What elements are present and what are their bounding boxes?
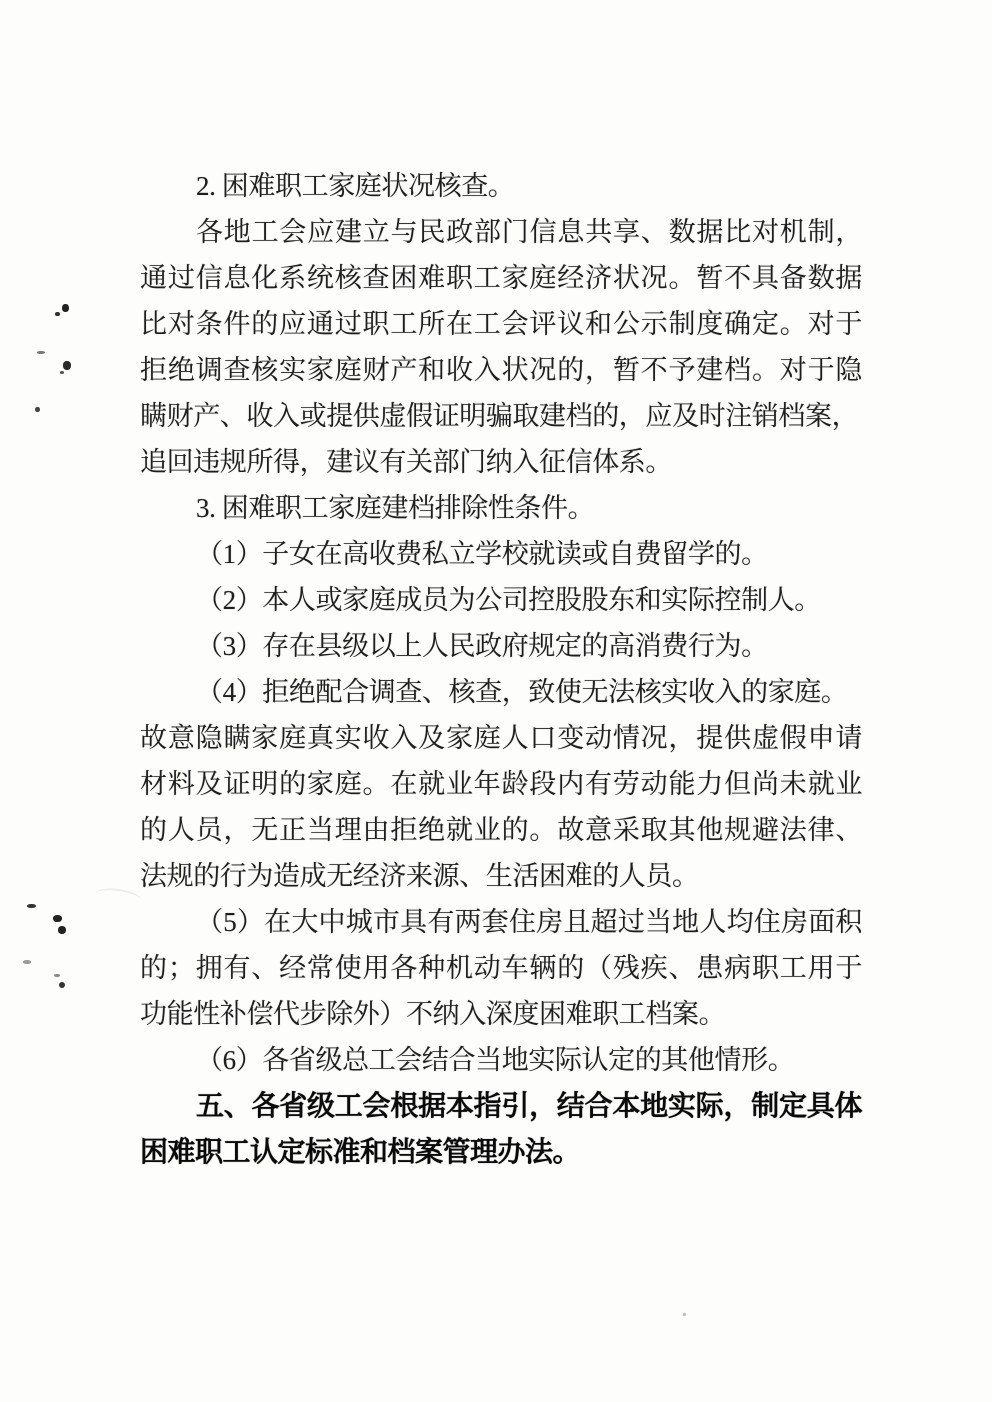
- text-line: 的人员，无正当理由拒绝就业的。故意采取其他规避法律、: [140, 815, 862, 845]
- ink-speck-artifact: [53, 915, 62, 922]
- ink-speck-artifact: [55, 312, 60, 316]
- ink-speck-artifact: [35, 407, 40, 412]
- list-item-4: （4）拒绝配合调查、核查，致使无法核实收入的家庭。: [196, 677, 848, 707]
- ink-speck-artifact: [37, 351, 45, 354]
- ink-speck-artifact: [683, 1313, 686, 1316]
- ink-speck-artifact: [63, 361, 71, 370]
- ink-speck-artifact: [27, 904, 36, 908]
- heading-item-2: 2. 困难职工家庭状况核查。: [196, 171, 515, 201]
- heading-section-5-cont: 困难职工认定标准和档案管理办法。: [140, 1136, 581, 1167]
- list-item-1: （1）子女在高收费私立学校就读或自费留学的。: [196, 539, 768, 569]
- text-line: 材料及证明的家庭。在就业年龄段内有劳动能力但尚未就业: [140, 769, 862, 799]
- text-line: 法规的行为造成无经济来源、生活困难的人员。: [140, 861, 699, 891]
- ink-speck-artifact: [23, 960, 31, 964]
- text-line: 通过信息化系统核查困难职工家庭经济状况。暂不具备数据: [140, 263, 862, 293]
- ink-speck-artifact: [54, 974, 60, 977]
- text-line: 功能性补偿代步除外）不纳入深度困难职工档案。: [140, 999, 726, 1029]
- list-item-6: （6）各省级总工会结合当地实际认定的其他情形。: [196, 1045, 795, 1075]
- heading-item-3: 3. 困难职工家庭建档排除性条件。: [196, 493, 595, 523]
- text-line: 各地工会应建立与民政部门信息共享、数据比对机制，: [196, 217, 862, 247]
- ink-speck-artifact: [59, 982, 65, 988]
- text-line: 比对条件的应通过职工所在工会评议和公示制度确定。对于: [140, 309, 862, 339]
- list-item-2: （2）本人或家庭成员为公司控股股东和实际控制人。: [196, 585, 821, 615]
- list-item-3: （3）存在县级以上人民政府规定的高消费行为。: [196, 631, 768, 661]
- text-line: 的；拥有、经常使用各种机动车辆的（残疾、患病职工用于: [140, 953, 862, 983]
- ink-speck-artifact: [58, 926, 66, 934]
- list-item-5: （5）在大中城市具有两套住房且超过当地人均住房面积: [196, 907, 862, 937]
- ink-speck-artifact: [62, 304, 69, 312]
- document-body: [140, 163, 862, 1175]
- text-line: 追回违规所得，建议有关部门纳入征信体系。: [140, 447, 672, 477]
- ink-speck-artifact: [60, 371, 64, 374]
- text-line: 瞒财产、收入或提供虚假证明骗取建档的，应及时注销档案，: [140, 401, 859, 431]
- scan-crease-artifact: [94, 886, 142, 908]
- text-line: 故意隐瞒家庭真实收入及家庭人口变动情况，提供虚假申请: [140, 723, 862, 753]
- heading-section-5: 五、各省级工会根据本指引，结合本地实际，制定具体: [196, 1090, 862, 1121]
- text-line: 拒绝调查核实家庭财产和收入状况的，暂不予建档。对于隐: [140, 355, 862, 385]
